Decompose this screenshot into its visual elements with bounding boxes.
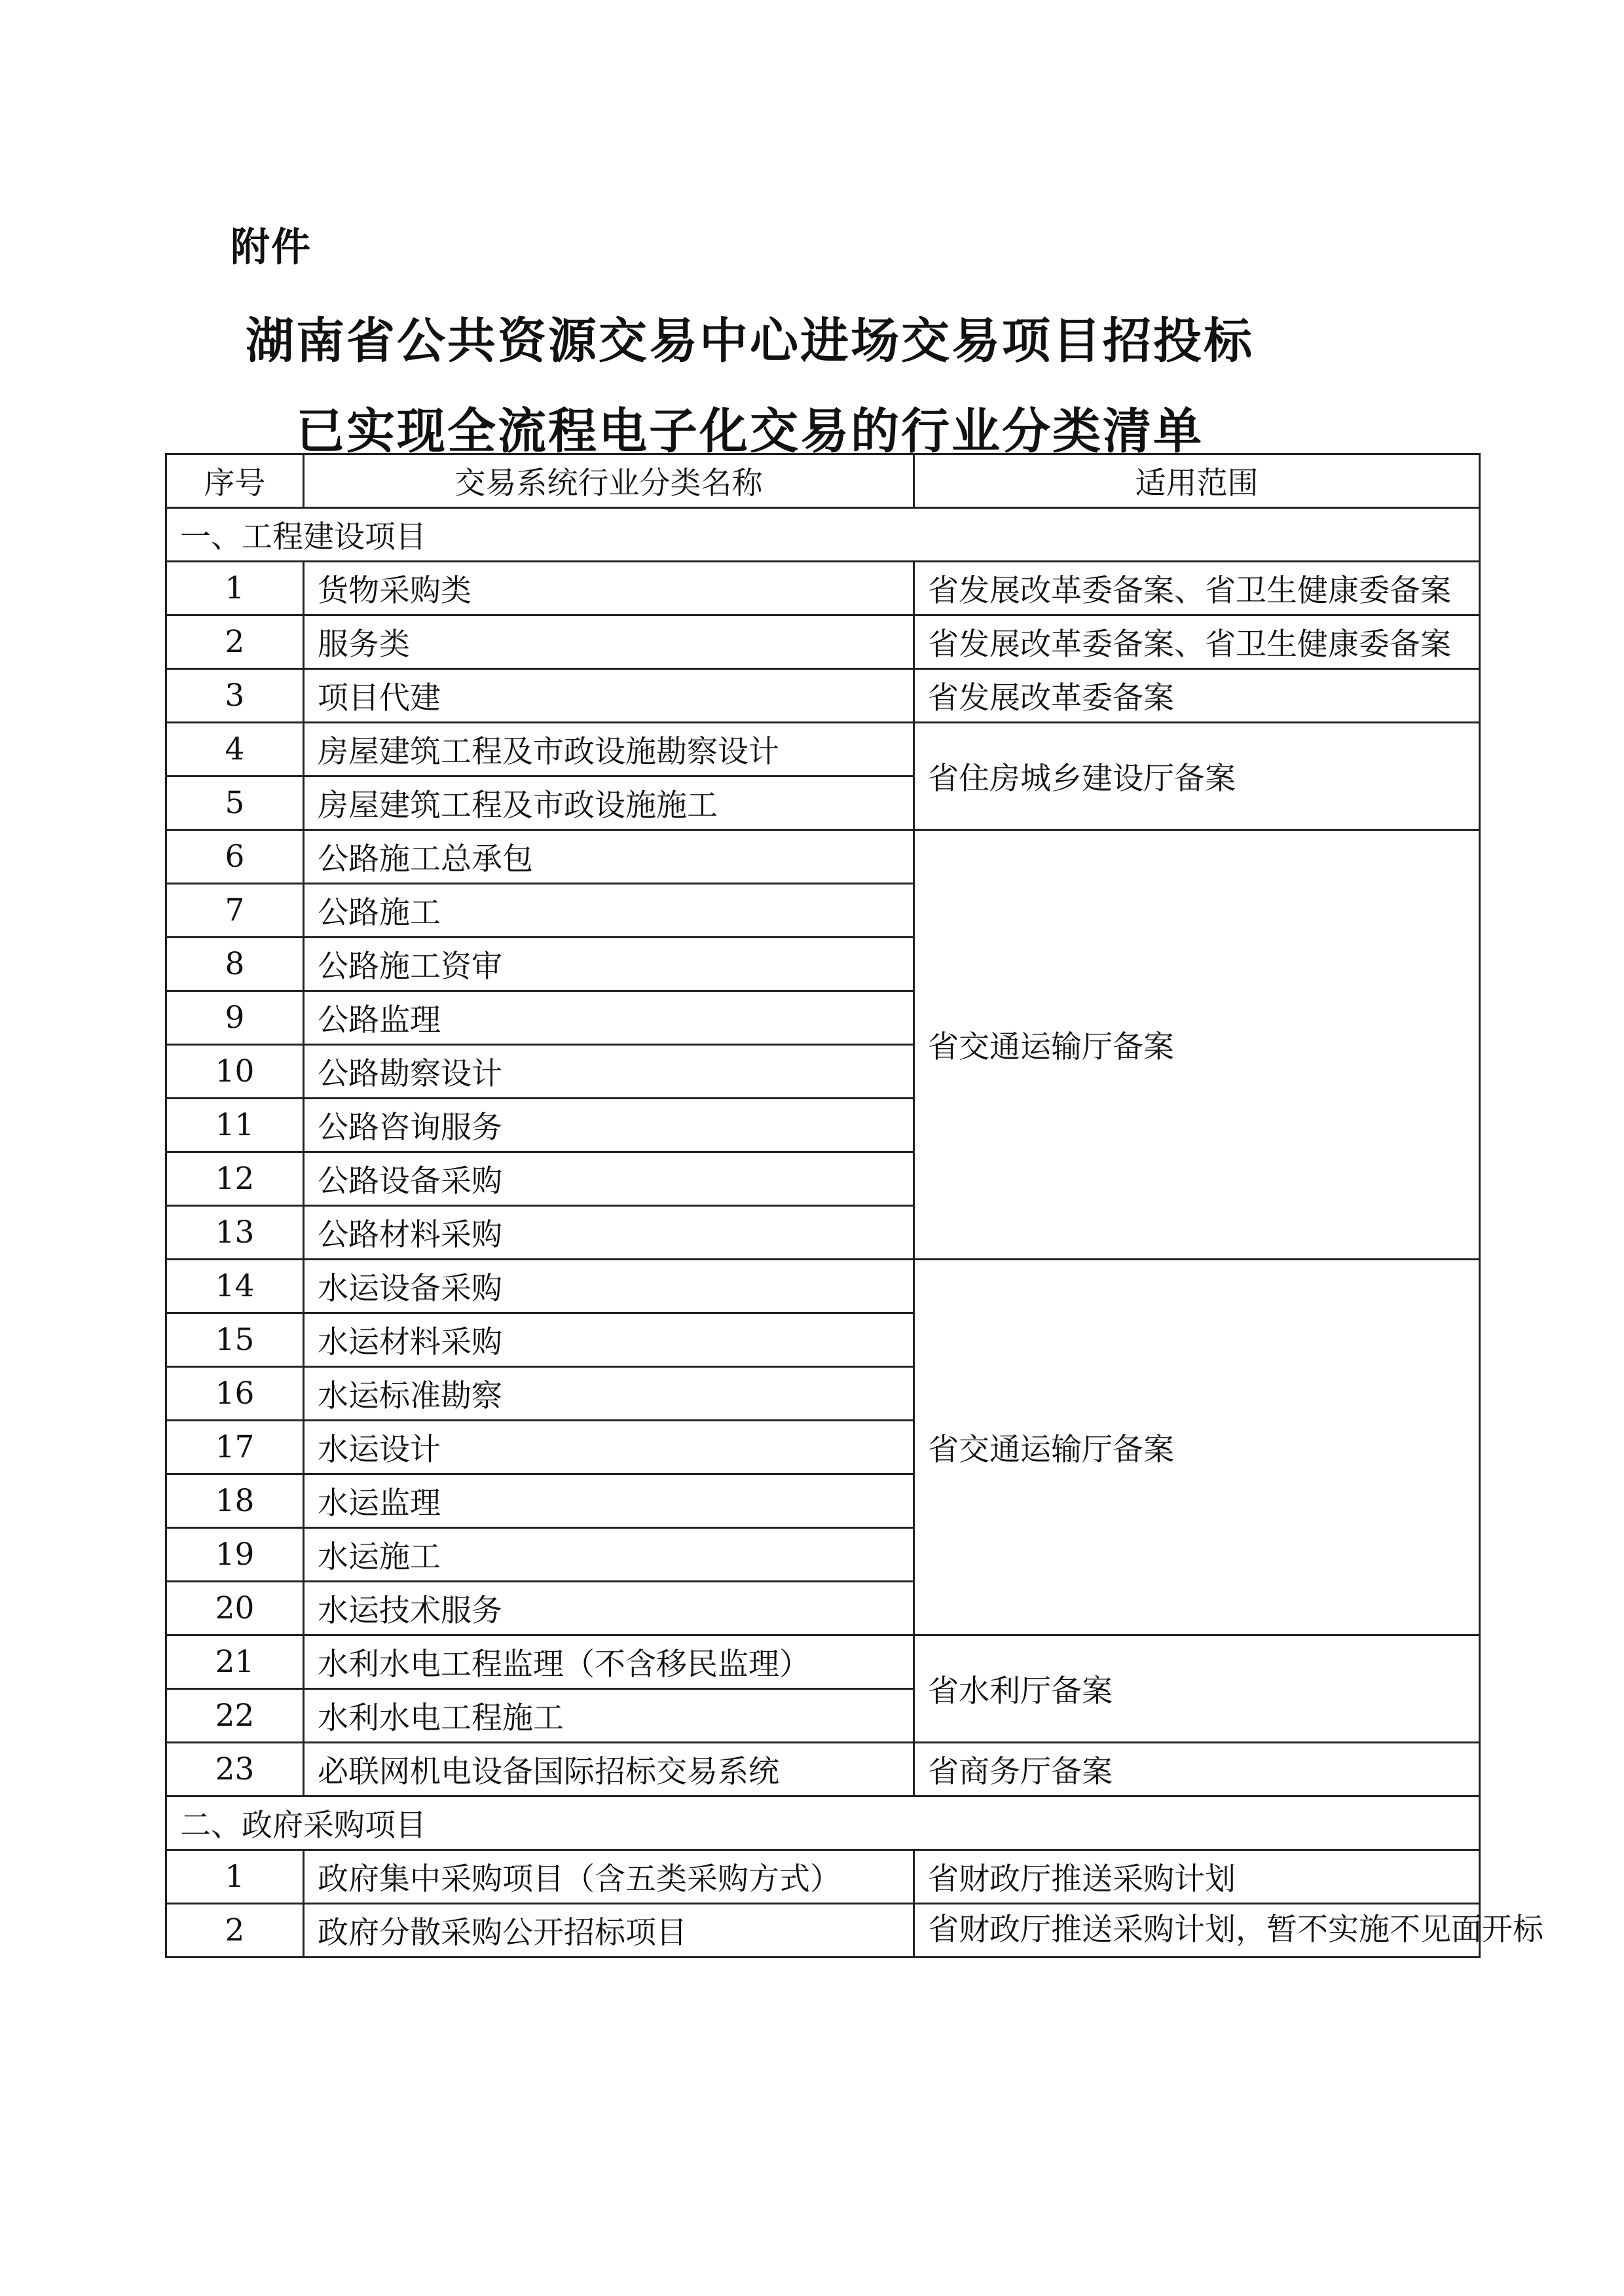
section-row [166,1796,1480,1850]
row-no: 8 [166,938,304,991]
row-name: 公路监理 [304,991,914,1045]
row-name: 水利水电工程监理（不含移民监理） [304,1635,914,1689]
row-no: 2 [166,1904,304,1958]
table-row [166,1260,1480,1313]
row-no: 18 [166,1474,304,1528]
section-row [166,508,1480,562]
row-scope: 省财政厅推送采购计划，暂不实施不见面开标 [914,1904,1480,1958]
row-name: 水运标准勘察 [304,1367,914,1421]
row-name: 项目代建 [304,669,914,723]
row-no: 1 [166,562,304,615]
row-no: 12 [166,1152,304,1206]
table-row [166,1850,1480,1904]
row-no: 21 [166,1635,304,1689]
row-no: 7 [166,884,304,938]
row-scope: 省发展改革委备案 [914,669,1480,723]
table-row [166,723,1480,776]
table-row [166,1743,1480,1796]
row-name: 公路施工 [304,884,914,938]
row-scope: 省水利厅备案 [914,1635,1480,1743]
document-title-line-2: 已实现全流程电子化交易的行业分类清单 [296,403,1204,460]
table-row [166,669,1480,723]
row-no: 16 [166,1367,304,1421]
table-row [166,1635,1480,1689]
row-no: 22 [166,1689,304,1743]
section-title-procurement: 二、政府采购项目 [166,1796,1480,1850]
row-no: 17 [166,1421,304,1474]
row-name: 房屋建筑工程及市政设施施工 [304,776,914,830]
table-header-row [166,454,1480,508]
table-row [166,562,1480,615]
row-no: 19 [166,1528,304,1582]
row-name: 公路咨询服务 [304,1099,914,1152]
row-scope: 省交通运输厅备案 [914,830,1480,1260]
row-scope: 省住房城乡建设厅备案 [914,723,1480,830]
row-no: 13 [166,1206,304,1260]
row-name: 水运材料采购 [304,1313,914,1367]
row-no: 5 [166,776,304,830]
row-scope: 省发展改革委备案、省卫生健康委备案 [914,615,1480,669]
row-no: 9 [166,991,304,1045]
row-name: 政府集中采购项目（含五类采购方式） [304,1850,914,1904]
header-no: 序号 [166,454,304,508]
attachment-label: 附件 [231,225,312,270]
row-no: 15 [166,1313,304,1367]
row-name: 水运监理 [304,1474,914,1528]
row-no: 20 [166,1582,304,1635]
row-name: 房屋建筑工程及市政设施勘察设计 [304,723,914,776]
row-name: 水运施工 [304,1528,914,1582]
header-name: 交易系统行业分类名称 [304,454,914,508]
header-scope: 适用范围 [914,454,1480,508]
row-scope: 省交通运输厅备案 [914,1260,1480,1635]
document-title-line-1: 湖南省公共资源交易中心进场交易项目招投标 [246,313,1254,369]
row-name: 公路施工总承包 [304,830,914,884]
row-name: 货物采购类 [304,562,914,615]
row-name: 水运技术服务 [304,1582,914,1635]
row-name: 公路施工资审 [304,938,914,991]
row-no: 6 [166,830,304,884]
row-no: 23 [166,1743,304,1796]
row-no: 14 [166,1260,304,1313]
row-scope: 省商务厅备案 [914,1743,1480,1796]
row-name: 水利水电工程施工 [304,1689,914,1743]
category-table [165,453,1543,1958]
row-no: 1 [166,1850,304,1904]
table-row [166,830,1480,884]
row-name: 公路材料采购 [304,1206,914,1260]
table-row [166,1904,1480,1958]
row-scope: 省发展改革委备案、省卫生健康委备案 [914,562,1480,615]
row-no: 10 [166,1045,304,1099]
row-name: 水运设备采购 [304,1260,914,1313]
row-no: 2 [166,615,304,669]
table-row [166,615,1480,669]
row-name: 水运设计 [304,1421,914,1474]
section-title-engineering: 一、工程建设项目 [166,508,1480,562]
row-name: 必联网机电设备国际招标交易系统 [304,1743,914,1796]
row-scope: 省财政厅推送采购计划 [914,1850,1480,1904]
row-no: 4 [166,723,304,776]
row-name: 服务类 [304,615,914,669]
row-name: 公路设备采购 [304,1152,914,1206]
row-no: 3 [166,669,304,723]
row-no: 11 [166,1099,304,1152]
row-name: 公路勘察设计 [304,1045,914,1099]
row-name: 政府分散采购公开招标项目 [304,1904,914,1958]
